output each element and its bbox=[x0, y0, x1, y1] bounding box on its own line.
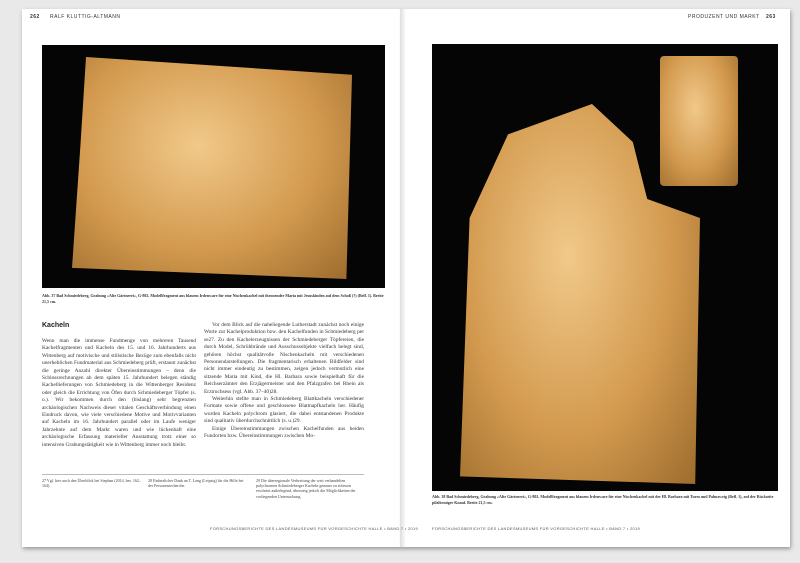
gutter bbox=[400, 9, 406, 547]
footnote-rule bbox=[42, 474, 364, 475]
footnote-29: 29 Die überregionale Verbreitung der weit verhandelten polychromen Schmiedeberger Kacheln genauer zu erfassen erscheint außerlegend, übersteig jedoch die Möglichkeiten der vorliegenden Untersuchung. bbox=[256, 478, 356, 499]
paragraph: Vor dem Blick auf die naheliegende Lutherstadt zunächst noch einige Worte zur Kachelproduktion bzw. den Kachelfunden in Schmiedeberg per se27. Zu den Kachelerzeugnissen der Schmiedeberger Töpfereien, die durch Model, Schrühbrände und Ausschussobjekte vielfach belegt sind, gehören höchst qualitätvolle Nischenkacheln mit verschiedenen Personendarstellungen. Die fragmentarisch erhaltenen Bildfelder sind nicht immer eindeutig zu bestimmen, zeigen jedoch vermutlich eine sitzende Maria mit Kind, die Hl. Barbara sowie beispielhaft für die Reichserzämter den Erzjägermeister und den Pfalzgrafen bei Rhein als Erztruchsess (vgl. Abb. 37–40)28. bbox=[204, 322, 364, 395]
tile-fragment-image bbox=[72, 57, 352, 279]
figure-37-caption: Abb. 37 Bad Schmiedeberg, Grabung »Alte Gärtnerei«, G-802. Modellfragment aus blauem Irdenware für eine Nischenkachel mit thronender Maria mit Jesuskinden auf dem Schoß (?) (Befl. 1). Breite 21,5 cm. bbox=[42, 293, 384, 304]
page-number-left: 262 bbox=[30, 14, 40, 20]
figure-38-caption: Abb. 38 Bad Schmiedeberg, Grabung »Alte Gärtnerei«, G-802. Modellfragment aus blauem Irdenware für eine Nischenkachel mit der Hl. Barbara mit Turm und Palmzweig (Befl. 1), auf der Rückseite pilzförmiger Knauf. Breite 21,5 cm. bbox=[432, 494, 774, 505]
footnote-28: 28 Einhezlicher Dank an T. Lang (Leipzig) für die Hilfe bei der Personenrecherche. bbox=[148, 478, 244, 489]
tile-back-knob-image bbox=[660, 56, 738, 186]
running-head-right: PRODUZENT UND MARKT bbox=[688, 14, 760, 20]
footer-right: FORSCHUNGSBERICHTE DES LANDESMUSEUMS FÜR VORGESCHICHTE HALLE • BAND 7 • 2019 bbox=[432, 526, 641, 531]
footnote-27: 27 Vgl. hier auch den Überblick bei Stephan (2014, bes. 162–164). bbox=[42, 478, 141, 489]
footer-left: FORSCHUNGSBERICHTE DES LANDESMUSEUMS FÜR VORGESCHICHTE HALLE • BAND 7 • 2019 bbox=[210, 526, 419, 531]
paragraph: Weiterhin stellte man in Schmiedeberg Blattkacheln verschiedener Formate sowie offene und geschlossene Blattnapfkacheln her. Häufig wurden Kacheln polychrom glasiert, die dabei entstandenen Produkte sind qualitativ überdurchschnittlich (s. u.)29. bbox=[204, 396, 364, 425]
paragraph: Einige Übereinstimmungen zwischen Kachelfunden aus beiden Fundorten bzw. Übereinstimmungen zwischen Mo- bbox=[204, 425, 364, 440]
figure-37-photo bbox=[42, 45, 385, 288]
running-head-left: RALF KLUTTIG-ALTMANN bbox=[50, 14, 121, 20]
text-column-2 bbox=[204, 322, 364, 441]
page-number-right: 263 bbox=[766, 14, 776, 20]
figure-38-photo bbox=[432, 44, 778, 491]
text-column-1: Wenn man die immense Fundmenge von mehreren Tausend Kachelfragmenten und Kacheln des 15. und 16. Jahrhunderts aus Wittenberg auf motivische und stilistische Bezüge zum ebenfalls nicht unerheblichen Fundmaterial aus Schmiedeberg prüft, erstaunt zunächst die geringe Anzahl direkter Übereinstimmungen – denn die Schlossrechnungen ab dem späten 15. Jahrhundert belegen ständig Kachellieferungen von Schmiedeberg in die Wittenberger Residenz oder gleich die Errichtung von Öfen durch Schmiedeberger Töpfer (s. o.). Wir bekommen durch den (bislang) sehr begrenzten archäologischen Nachweis dieser vitalen Geschäftsverbindung einen Eindruck davon, wie viele verschiedene Motive und Motivvarianten auf Kacheln im 16. Jahrhundert parallel oder im Laufe weniger Jahrzehnte auf dem Markt waren und wie lückenhaft eine archäologische Erfassung materieller Ausstattung trotz einer so intensiven Grabungstätigkeit wie in Wittenberg immer noch bleibt. bbox=[42, 338, 196, 448]
section-heading: Kacheln bbox=[42, 322, 70, 329]
